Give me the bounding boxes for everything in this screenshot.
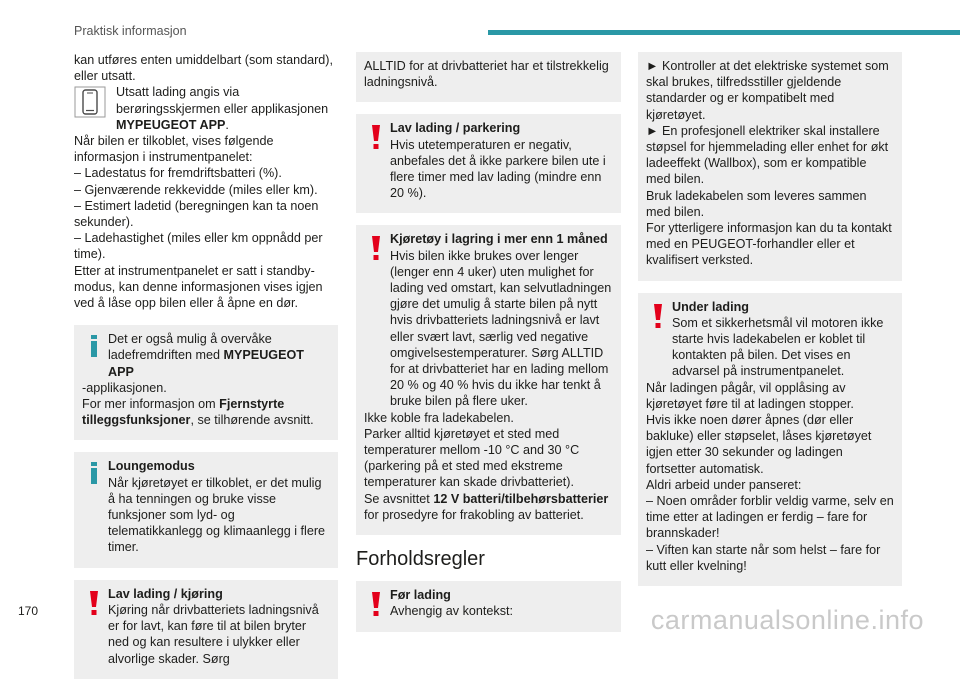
box-title: Lav lading / kjøring [108,586,223,601]
box-body-end: for prosedyre for frakobling av batteriet. [364,507,584,522]
info-box-electrical [638,52,902,281]
info-box-monitoring [74,325,338,440]
warning-icon [364,124,388,150]
box-body: Parker alltid kjøretøyet et sted med temperaturer mellom -10 °C and 30 °C (parkering på et sted med ekstreme temperaturer kan skade drivbatteriet). [364,426,580,490]
box-body: Avhengig av kontekst: [390,604,513,619]
header-accent-bar [488,30,960,35]
section-reference: 12 V batteri/tilbehørsbatterier [433,491,609,506]
box-body: Hvis ikke noen dører åpnes (dør eller bakluke) eller støpselet, låses kjøretøyet igjen etter 30 sekunder og ladingen fortsetter automatisk. [646,413,872,476]
box-title: Før lading [390,588,451,603]
box-body: – Noen områder forblir veldig varme, selv en time etter at ladingen er ferdig – fare for brannskader! [646,494,894,541]
section-heading: Forholdsregler [356,548,485,571]
box-body: ALLTID for at drivbatteriet har et tilstrekkelig ladningsnivå. [364,59,609,90]
warning-icon [646,303,670,329]
info-icon [82,461,106,485]
warning-icon [82,590,106,616]
box-body: Aldri arbeid under panseret: [646,477,802,492]
box-title: Loungemodus [108,459,195,474]
list-item: – Ladestatus for fremdriftsbatteri (%). [74,166,282,181]
box-body: Når kjøretøyet er tilkoblet, er det mulig å ha tenningen og bruke visse funksjoner som lyd- og telematikkanlegg og klimaanlegg i flere timer. [108,475,326,555]
box-body: For ytterligere informasjon kan du ta kontakt med en PEUGEOT-forhandler eller et kvalifisert verksted. [646,221,892,268]
warning-box-during-charging [638,293,902,586]
section-reference: Fjernstyrte tilleggsfunksjoner [82,397,285,428]
box-body: Hvis utetemperaturen er negativ, anbefales det å ikke parkere bilen ute i flere timer med lav lading (mindre enn 20 %). [390,137,606,201]
box-title: Kjøretøy i lagring i mer enn 1 måned [390,232,608,247]
warning-icon [364,591,388,617]
box-body: Se avsnittet [364,491,434,506]
box-body: Som et sikkerhetsmål vil motoren ikke starte hvis ladekabelen er koblet til kontakten på bilen. Det vises en advarsel på instrumentpanelet. [672,315,884,379]
info-text: For mer informasjon om [82,397,220,412]
column-3 [638,52,902,598]
box-body: Kjøring når drivbatteriets ladningsnivå er for lavt, kan føre til at bilen bryter ned og kan resultere i ulykker eller alvorlige skader. Sørg [108,602,319,666]
warning-box-driving [74,580,338,679]
box-title: Under lading [672,299,749,314]
info-box-lounge [74,452,338,567]
paragraph: kan utføres enten umiddelbart (som standard), eller utsatt. [74,53,333,84]
warning-box-before-charging [356,581,621,631]
list-item: – Gjenværende rekkevidde (miles eller km). [74,182,318,197]
box-body: Ikke koble fra ladekabelen. [364,410,514,425]
app-note-text: Utsatt lading angis via berøringsskjermen eller applikasjonen [116,85,329,116]
warning-box-parking [356,114,621,213]
info-icon [82,334,106,358]
list-item: – Ladehastighet (miles eller km oppnådd per time). [74,231,323,262]
smartphone-icon [74,86,106,118]
box-title: Lav lading / parkering [390,121,521,136]
app-name: MYPEUGEOT APP [116,117,226,132]
box-body: – Viften kan starte når som helst – fare for kutt eller kvelning! [646,542,881,573]
box-body: ► Kontroller at det elektriske systemet som skal brukes, tilfredsstiller gjeldende standarder og er kompatibelt med kjøretøyet. [646,59,889,122]
paragraph: Når bilen er tilkoblet, vises følgende informasjon i instrumentpanelet: [74,134,274,165]
box-body: Hvis bilen ikke brukes over lenger (lenger enn 4 uker) uten mulighet for lading ved omstart, kan selvutladningen gjøre det umulig å starte bilen på nytt hvis drivbatteriets ladningsnivå er lavt eller svært lavt, særlig ved negative omgivelsestemperaturer. Sørg ALLTID for at drivbatteriet har en lading mellom 20 % og 40 % hvis du ikke har tenkt å bruke bilen på flere uker. [390,248,612,409]
paragraph: Etter at instrumentpanelet er satt i standby-modus, kan denne informasjonen vises igjen ved å låse opp bilen eller å åpne en dør. [74,263,323,311]
app-note-end: . [225,117,229,132]
warning-box-storage [356,225,621,535]
info-text-end: , se tilhørende avsnitt. [190,413,314,428]
page-number: 170 [18,604,39,618]
app-note [74,84,338,133]
warning-box-continued [356,52,621,102]
watermark: carmanualsonline.info [650,605,924,635]
info-text-cont: -applikasjonen. [82,380,167,395]
info-text: Det er også mulig å overvåke ladefremdriften med [108,332,272,363]
box-body: Når ladingen pågår, vil opplåsing av kjøretøyet føre til at ladingen stopper. [646,380,854,411]
list-item: – Estimert ladetid (beregningen kan ta noen sekunder). [74,198,319,230]
app-name: MYPEUGEOT APP [108,348,304,379]
box-body: ► En profesjonell elektriker skal installere støpsel for hjemmelading eller enhet for økt ladeeffekt (Wallbox), som er kompatible med bilen. [646,123,889,187]
section-title: Praktisk informasjon [74,24,187,38]
column-1 [74,52,338,691]
box-body: Bruk ladekabelen som leveres sammen med bilen. [646,188,867,219]
warning-icon [364,235,388,261]
column-2 [356,52,621,644]
